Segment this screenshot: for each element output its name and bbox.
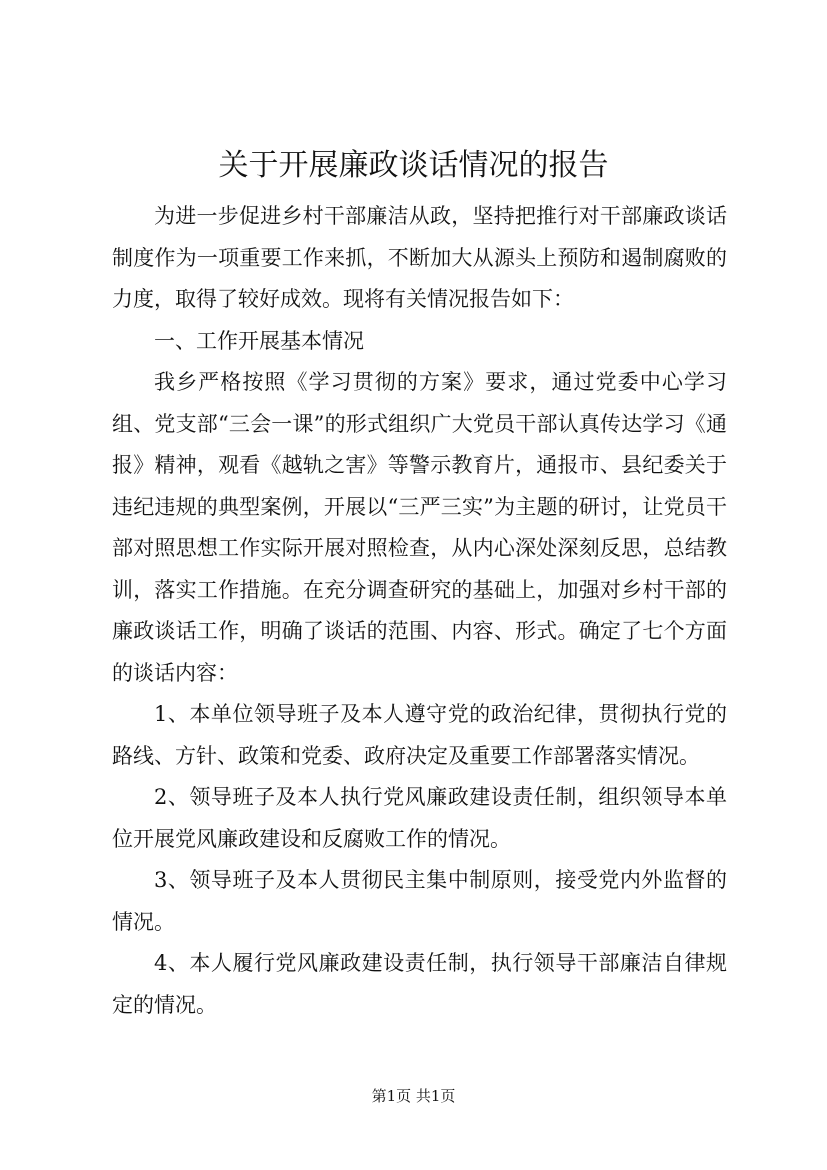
document-body (112, 196, 727, 1026)
list-item-1: 1、本单位领导班子及本人遵守党的政治纪律，贯彻执行党的路线、方针、政策和党委、政府决定及重要工作部署落实情况。 (112, 702, 727, 768)
list-item-2: 2、领导班子及本人执行党风廉政建设责任制，组织领导本单位开展党风廉政建设和反腐败工作的情况。 (112, 785, 727, 851)
list-item-4: 4、本人履行党风廉政建设责任制，执行领导干部廉洁自律规定的情况。 (112, 951, 727, 1017)
section-heading: 一、工作开展基本情况 (154, 328, 364, 353)
paragraph-intro: 为进一步促进乡村干部廉洁从政，坚持把推行对干部廉政谈话制度作为一项重要工作来抓，不断加大从源头上预防和遏制腐败的力度，取得了较好成效。现将有关情况报告如下： (112, 204, 727, 311)
document-title: 关于开展廉政谈话情况的报告 (218, 148, 609, 183)
paragraph-work: 我乡严格按照《学习贯彻的方案》要求，通过党委中心学习组、党支部“三会一课”的形式组织广大党员干部认真传达学习《通报》精神，观看《越轨之害》等警示教育片，通报市、县纪委关于违纪违规的典型案例，开展以“三严三实”为主题的研讨，让党员干部对照思想工作实际开展对照检查，从内心深处深刻反思，总结教训，落实工作措施。在充分调查研究的基础上，加强对乡村干部的廉政谈话工作，明确了谈话的范围、内容、形式。确定了七个方面的谈话内容： (112, 370, 727, 685)
list-item-3: 3、领导班子及本人贯彻民主集中制原则，接受党内外监督的情况。 (112, 868, 727, 934)
page-footer: 第1页 共1页 (371, 1087, 456, 1105)
